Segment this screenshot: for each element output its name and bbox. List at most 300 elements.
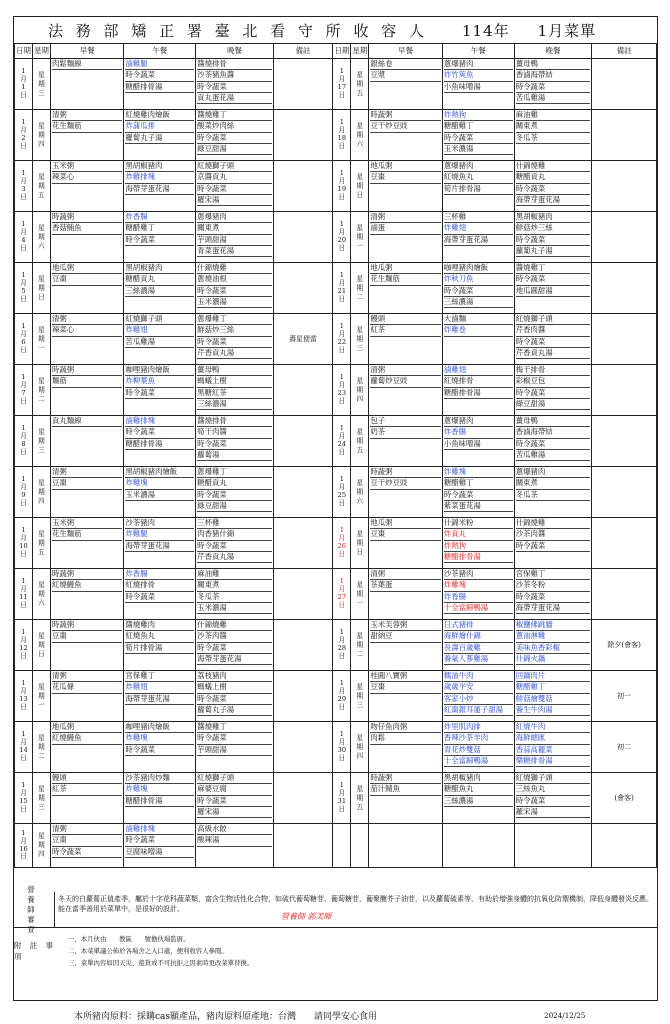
breakfast-cell bbox=[369, 263, 443, 314]
remark-cell bbox=[592, 467, 657, 518]
menu-item: 咖哩豬肉燴飯 bbox=[125, 722, 194, 733]
lunch-cell bbox=[124, 416, 196, 467]
menu-item: 芹香貢丸湯 bbox=[197, 552, 272, 563]
weekday-cell bbox=[351, 263, 369, 314]
menu-item: 黑胡椒豬肉 bbox=[444, 773, 513, 784]
menu-item: 海帶芽蛋花湯 bbox=[125, 694, 194, 705]
menu-item bbox=[52, 427, 122, 437]
menu-item: 羅宋湯 bbox=[516, 807, 591, 818]
dinner-cell bbox=[196, 110, 274, 161]
weekday-cell bbox=[32, 722, 50, 773]
menu-item: 豆棗 bbox=[370, 529, 441, 540]
table-row bbox=[15, 59, 657, 110]
lunch-cell bbox=[124, 671, 196, 722]
menu-item bbox=[52, 235, 122, 245]
menu-item: 酸辣湯 bbox=[197, 835, 272, 846]
menu-item: 醬燒雞丁 bbox=[197, 722, 272, 733]
weekday-cell bbox=[32, 314, 50, 365]
date-cell bbox=[15, 110, 33, 161]
menu-item: 糖醋貢丸 bbox=[125, 274, 194, 285]
empty-cell bbox=[592, 824, 657, 868]
menu-item: 清粥 bbox=[52, 467, 122, 478]
menu-item: 時令蔬菜 bbox=[516, 337, 591, 348]
date-cell bbox=[15, 416, 33, 467]
date-cell bbox=[15, 671, 33, 722]
remark-cell bbox=[273, 620, 333, 671]
menu-item: 玉米濃湯 bbox=[197, 297, 272, 308]
weekday-text: 星期三 bbox=[38, 70, 45, 97]
lunch-cell bbox=[124, 212, 196, 263]
menu-item: 冬瓜茶 bbox=[197, 592, 272, 603]
weekday-cell bbox=[32, 671, 50, 722]
breakfast-cell bbox=[369, 518, 443, 569]
menu-item bbox=[52, 438, 122, 448]
weekday-text: 星期三 bbox=[356, 325, 364, 352]
menu-item: 炸雞塊 bbox=[125, 478, 194, 489]
menu-item: 十全當歸鴨湯 bbox=[444, 756, 513, 767]
menu-item: 地瓜粥 bbox=[52, 722, 122, 733]
menu-item: 清粥 bbox=[52, 110, 122, 121]
menu-item: 酸菜炒肉絲 bbox=[197, 121, 272, 132]
weekday-cell bbox=[351, 314, 369, 365]
menu-item: 時令蔬菜 bbox=[516, 274, 591, 285]
breakfast-cell bbox=[50, 59, 123, 110]
date-cell bbox=[15, 365, 33, 416]
weekday-cell bbox=[32, 110, 50, 161]
menu-item: 香菇鮪魚 bbox=[52, 223, 122, 234]
table-row bbox=[15, 671, 657, 722]
menu-item: 蘿蔔湯 bbox=[197, 450, 272, 461]
menu-item: 炸雞塊 bbox=[444, 580, 513, 591]
date-text: 1月5日 bbox=[20, 271, 27, 303]
date-text: 1月27日 bbox=[337, 577, 347, 609]
menu-item: 彩椒豆包 bbox=[516, 376, 591, 387]
menu-item bbox=[370, 235, 441, 245]
menu-item: 十全當歸鴨湯 bbox=[444, 603, 513, 614]
menu-item: 醬燒雞丁 bbox=[197, 110, 272, 121]
menu-item: 蔥爆豬肉 bbox=[444, 59, 513, 70]
weekday-cell bbox=[32, 620, 50, 671]
date-text: 1月18日 bbox=[337, 118, 347, 150]
menu-item bbox=[370, 694, 441, 704]
menu-item: 鮮菇炒三絲 bbox=[197, 325, 272, 336]
menu-item: 時令蔬菜 bbox=[516, 592, 591, 603]
remark-cell bbox=[273, 467, 333, 518]
lunch-cell bbox=[124, 773, 196, 824]
menu-item: 肉香豬什錦 bbox=[197, 529, 272, 540]
menu-item: 紅燒鰻魚 bbox=[52, 733, 122, 744]
menu-item: 海帶芽蛋花湯 bbox=[125, 184, 194, 195]
date-text: 1月2日 bbox=[20, 118, 27, 150]
title-bar bbox=[14, 17, 657, 44]
lunch-cell bbox=[124, 620, 196, 671]
menu-item: 時令蔬菜 bbox=[197, 439, 272, 450]
menu-item bbox=[52, 694, 122, 704]
menu-item: 黑胡椒豬肉燴飯 bbox=[125, 467, 194, 478]
menu-item bbox=[52, 796, 122, 806]
menu-item: 咖哩豬肉燴飯 bbox=[125, 365, 194, 376]
menu-item: 蔥爆雞丁 bbox=[197, 467, 272, 478]
lunch-cell bbox=[124, 569, 196, 620]
menu-item: 時令蔬菜 bbox=[516, 388, 591, 399]
menu-item bbox=[370, 643, 441, 653]
menu-item: 時蔬粥 bbox=[52, 620, 122, 631]
header-remark: 備註 bbox=[273, 44, 333, 59]
dinner-cell bbox=[514, 59, 592, 110]
table-row bbox=[15, 161, 657, 212]
menu-item: 沙茶豬肉 bbox=[444, 569, 513, 580]
breakfast-cell bbox=[50, 416, 123, 467]
menu-item: 時令蔬菜 bbox=[516, 439, 591, 450]
date-text: 1月7日 bbox=[20, 373, 27, 405]
menu-item: 羅蔔丸子湯 bbox=[125, 133, 194, 144]
menu-item: 什錦米粉 bbox=[444, 518, 513, 529]
menu-item: 宮保雞丁 bbox=[516, 569, 591, 580]
dinner-cell bbox=[196, 518, 274, 569]
menu-item: 銀絲卷 bbox=[370, 59, 441, 70]
menu-item bbox=[444, 337, 513, 347]
remark-cell bbox=[273, 416, 333, 467]
menu-item: 炸柳葉魚 bbox=[125, 376, 194, 387]
issue-date: 2024/12/25 bbox=[544, 1011, 586, 1020]
menu-item: 筍干肉醬 bbox=[197, 427, 272, 438]
menu-item: 黑胡椒豬肉 bbox=[125, 161, 194, 172]
menu-item: 關東煮 bbox=[516, 121, 591, 132]
menu-table bbox=[14, 43, 657, 868]
menu-item: 時令蔬菜 bbox=[52, 847, 122, 858]
remark-cell bbox=[592, 212, 657, 263]
menu-item bbox=[52, 337, 122, 347]
menu-item: 時令蔬菜 bbox=[197, 184, 272, 195]
dinner-cell bbox=[514, 773, 592, 824]
menu-item: 什錦燒雞 bbox=[197, 263, 272, 274]
weekday-text: 星期四 bbox=[356, 733, 364, 760]
menu-item: 芹香肉醬 bbox=[516, 325, 591, 336]
dinner-cell bbox=[514, 161, 592, 212]
lunch-cell bbox=[442, 416, 514, 467]
header-weekday: 星期 bbox=[32, 44, 50, 59]
weekday-text: 星期五 bbox=[38, 529, 45, 556]
menu-item: 清粥 bbox=[52, 314, 122, 325]
menu-item: 炸雞腿 bbox=[125, 529, 194, 540]
menu-item: 沙茶肉醬 bbox=[197, 631, 272, 642]
remark-cell: (會客) bbox=[592, 773, 657, 824]
menu-item: 清粥 bbox=[370, 569, 441, 580]
weekday-text: 星期四 bbox=[38, 832, 45, 859]
menu-item: 大滷麵 bbox=[444, 314, 513, 325]
weekday-text: 星期日 bbox=[356, 172, 364, 199]
menu-item: 炸里肌肉排 bbox=[444, 722, 513, 733]
menu-item: 樂糖排骨湯 bbox=[516, 756, 591, 767]
menu-item: 辣菜心 bbox=[52, 325, 122, 336]
menu-item: 三絲濃湯 bbox=[197, 399, 272, 410]
menu-item: 小魚味噌湯 bbox=[444, 82, 513, 93]
remark-cell bbox=[592, 59, 657, 110]
menu-item: 時令蔬菜 bbox=[197, 490, 272, 501]
lunch-cell bbox=[124, 824, 196, 868]
menu-item: 醬燒排骨 bbox=[197, 59, 272, 70]
nutritionist-signature: 營養師 郭美暉 bbox=[281, 912, 332, 921]
date-text: 1月8日 bbox=[20, 424, 27, 456]
date-cell bbox=[333, 212, 351, 263]
menu-item: 時蔬粥 bbox=[370, 467, 441, 478]
weekday-cell bbox=[351, 773, 369, 824]
dinner-cell bbox=[196, 314, 274, 365]
weekday-cell bbox=[351, 110, 369, 161]
remark-cell bbox=[273, 212, 333, 263]
menu-item: 三絲濃湯 bbox=[444, 796, 513, 807]
menu-item: 紅燒獅子頭 bbox=[516, 773, 591, 784]
menu-item: 紅茶 bbox=[52, 784, 122, 795]
menu-item: 紅燒牛肉 bbox=[516, 722, 591, 733]
dinner-cell bbox=[196, 722, 274, 773]
menu-item: 椒鹽佛跳牆 bbox=[516, 620, 591, 631]
menu-item: 炸蒲瓜排 bbox=[125, 121, 194, 132]
menu-item: 肉鬆 bbox=[370, 733, 441, 744]
menu-item: 蔥油淋雞 bbox=[516, 631, 591, 642]
menu-item: 炸香腸 bbox=[125, 569, 194, 580]
menu-page bbox=[13, 16, 658, 1022]
breakfast-cell bbox=[50, 518, 123, 569]
header-lunch: 午餐 bbox=[442, 44, 514, 59]
menu-item: 時令蔬菜 bbox=[197, 733, 272, 744]
menu-item: 時蔬粥 bbox=[52, 569, 122, 580]
menu-item: 貢丸蛋花湯 bbox=[197, 93, 272, 104]
lunch-cell bbox=[442, 59, 514, 110]
date-text: 1月9日 bbox=[20, 475, 27, 507]
menu-item: 炸熱狗 bbox=[444, 110, 513, 121]
weekday-cell bbox=[32, 824, 50, 868]
menu-item: 螞蟻上樹 bbox=[197, 376, 272, 387]
menu-item: 醬燒雞肉 bbox=[125, 620, 194, 631]
date-cell bbox=[15, 467, 33, 518]
dinner-cell bbox=[514, 722, 592, 773]
menu-item: 客家小炒 bbox=[444, 694, 513, 705]
note-item: 一、本月伙由 教區 號擔伙場監廚。 bbox=[68, 935, 190, 943]
breakfast-cell bbox=[50, 161, 123, 212]
menu-item: 豆漿 bbox=[370, 70, 441, 81]
menu-item: 滷雞腿 bbox=[125, 59, 194, 70]
menu-item: 紅燒獅子頭 bbox=[197, 161, 272, 172]
menu-item: 紅茶 bbox=[370, 325, 441, 336]
menu-item: 茄汁鯖魚 bbox=[370, 784, 441, 795]
breakfast-cell bbox=[369, 416, 443, 467]
menu-item: 豆棗 bbox=[52, 274, 122, 285]
menu-item: 清粥 bbox=[370, 365, 441, 376]
menu-item: 美味魚香彩椒 bbox=[516, 643, 591, 654]
header-date: 日期 bbox=[333, 44, 351, 59]
menu-item: 玉米粥 bbox=[52, 161, 122, 172]
menu-item bbox=[370, 745, 441, 755]
menu-item: 甜納豆 bbox=[370, 631, 441, 642]
date-text: 1月30日 bbox=[337, 730, 347, 762]
breakfast-cell bbox=[369, 314, 443, 365]
menu-item bbox=[370, 592, 441, 602]
weekday-cell bbox=[32, 416, 50, 467]
breakfast-cell bbox=[50, 314, 123, 365]
dinner-cell bbox=[514, 110, 592, 161]
remark-cell bbox=[273, 59, 333, 110]
menu-item: 咖哩豬肉燴飯 bbox=[444, 263, 513, 274]
remark-cell bbox=[592, 569, 657, 620]
menu-item: 蘿蔔炒豆豉 bbox=[370, 376, 441, 387]
lunch-cell bbox=[124, 110, 196, 161]
weekday-cell bbox=[351, 59, 369, 110]
weekday-cell bbox=[351, 365, 369, 416]
table-row bbox=[15, 518, 657, 569]
weekday-cell bbox=[351, 671, 369, 722]
menu-item bbox=[370, 286, 441, 296]
menu-item: 玉米濃湯 bbox=[197, 603, 272, 614]
menu-item: 時令蔬菜 bbox=[125, 835, 194, 846]
menu-item: 地瓜粥 bbox=[370, 263, 441, 274]
menu-item: 清粥 bbox=[52, 824, 122, 835]
breakfast-cell bbox=[369, 161, 443, 212]
date-cell bbox=[333, 722, 351, 773]
menu-item: 時令蔬菜 bbox=[516, 82, 591, 93]
menu-item: 綠豆甜湯 bbox=[197, 144, 272, 155]
dinner-cell bbox=[196, 59, 274, 110]
menu-item: 醬燒雞丁 bbox=[516, 263, 591, 274]
menu-item bbox=[52, 81, 122, 91]
menu-item: 時令蔬菜 bbox=[125, 235, 194, 246]
menu-item: 蔥爆豬肉 bbox=[444, 161, 513, 172]
weekday-text: 星期一 bbox=[356, 223, 364, 250]
date-text: 1月25日 bbox=[337, 475, 347, 507]
menu-item: 香辣沙茶羊肉 bbox=[444, 733, 513, 744]
menu-item: 時令蔬菜 bbox=[197, 541, 272, 552]
dinner-cell bbox=[196, 671, 274, 722]
date-text: 1月11日 bbox=[19, 577, 28, 609]
menu-item: 炸雞排塊 bbox=[125, 172, 194, 183]
empty-cell bbox=[442, 824, 514, 868]
menu-item: 時令蔬菜 bbox=[197, 286, 272, 297]
breakfast-cell bbox=[50, 365, 123, 416]
menu-item: 苦瓜雞湯 bbox=[516, 93, 591, 104]
remark-cell bbox=[592, 263, 657, 314]
menu-item: 綠豆甜湯 bbox=[197, 501, 272, 512]
menu-item: 貢丸麵線 bbox=[52, 416, 122, 427]
header-breakfast: 早餐 bbox=[369, 44, 443, 59]
dinner-cell bbox=[514, 671, 592, 722]
date-cell bbox=[333, 416, 351, 467]
dinner-cell bbox=[196, 569, 274, 620]
lunch-cell bbox=[442, 263, 514, 314]
table-row bbox=[15, 314, 657, 365]
date-text: 1月31日 bbox=[337, 781, 347, 813]
date-cell bbox=[15, 59, 33, 110]
menu-item: 長壽百歲雞 bbox=[444, 643, 513, 654]
date-text: 1月1日 bbox=[20, 67, 27, 99]
menu-item: 豆干炒豆豉 bbox=[370, 478, 441, 489]
menu-item: 薑母鴨 bbox=[516, 416, 591, 427]
lunch-cell bbox=[442, 773, 514, 824]
date-cell bbox=[333, 110, 351, 161]
lunch-cell bbox=[442, 365, 514, 416]
menu-item: 時令蔬菜 bbox=[125, 745, 194, 756]
menu-item: 炸雞塊 bbox=[125, 784, 194, 795]
date-cell bbox=[15, 263, 33, 314]
menu-item: 京醬貢丸 bbox=[197, 172, 272, 183]
date-cell bbox=[333, 773, 351, 824]
review-text: 冬天的白蘿蔔正值產季，屬於十字花科蔬菜類，富含生物活性化合物，如硫代葡萄糖苷、葡萄糖苷，葡聚醣芥子油苷，以及蘿蔔硫素等，有助於增強身體的抗氧化防禦機制，降低身體發炎反應。能在當季善用於菜單中，是很好的設計。 bbox=[58, 895, 653, 913]
menu-item: 綠豆甜湯 bbox=[516, 399, 591, 410]
table-row bbox=[15, 416, 657, 467]
date-text: 1月16日 bbox=[19, 829, 28, 861]
menu-item bbox=[197, 756, 272, 766]
menu-item: 玉米濃湯 bbox=[444, 144, 513, 155]
lunch-cell bbox=[442, 467, 514, 518]
menu-item: 地瓜粥 bbox=[370, 518, 441, 529]
menu-item: 滷雞排塊 bbox=[125, 824, 194, 835]
menu-item: 時令蔬菜 bbox=[197, 82, 272, 93]
menu-item: 麵筋 bbox=[52, 376, 122, 387]
weekday-text: 星期六 bbox=[356, 121, 364, 148]
menu-item: 黑胡椒豬肉 bbox=[516, 212, 591, 223]
note-item: 二、本菜單議公佈於各場舍之入口處，便利收容人參閱。 bbox=[68, 947, 228, 955]
weekday-text: 星期四 bbox=[38, 121, 45, 148]
menu-item: 炸貢丸 bbox=[444, 529, 513, 540]
menu-item: 三絲魚丸 bbox=[516, 784, 591, 795]
menu-item: 鮮菇炒三絲 bbox=[516, 223, 591, 234]
dinner-cell bbox=[196, 212, 274, 263]
menu-item: 香滷海帶結 bbox=[516, 70, 591, 81]
breakfast-cell bbox=[50, 824, 123, 868]
remark-cell: 初二 bbox=[592, 722, 657, 773]
menu-item: 時令蔬菜 bbox=[516, 235, 591, 246]
menu-item: 糯油牛肉 bbox=[444, 671, 513, 682]
note-item: 三、菜單內容如因天災、遊貨或不可抗拒之因素時更改菜單替換。 bbox=[68, 959, 254, 967]
menu-item: 三絲濃湯 bbox=[125, 286, 194, 297]
weekday-cell bbox=[32, 518, 50, 569]
dinner-cell bbox=[196, 263, 274, 314]
breakfast-cell bbox=[369, 59, 443, 110]
date-cell bbox=[333, 59, 351, 110]
weekday-cell bbox=[32, 263, 50, 314]
weekday-cell bbox=[351, 212, 369, 263]
menu-item: 炸秋刀魚 bbox=[444, 274, 513, 285]
menu-item: 時令蔬菜 bbox=[125, 592, 194, 603]
remark-cell: 初一 bbox=[592, 671, 657, 722]
menu-item: 時蔬粥 bbox=[370, 773, 441, 784]
dinner-cell bbox=[196, 365, 274, 416]
lunch-cell bbox=[124, 314, 196, 365]
weekday-cell bbox=[32, 569, 50, 620]
menu-item: 花瓜條 bbox=[52, 682, 122, 693]
menu-item: 麻油雞 bbox=[197, 569, 272, 580]
menu-item: 養生牛肉湯 bbox=[516, 705, 591, 716]
date-cell bbox=[15, 773, 33, 824]
menu-item: 紅燒獅子頭 bbox=[197, 773, 272, 784]
lunch-cell bbox=[442, 671, 514, 722]
menu-item: 玉米芙蓉粥 bbox=[370, 620, 441, 631]
menu-item: 筍片排骨湯 bbox=[125, 643, 194, 654]
menu-item: 糖醋排骨湯 bbox=[444, 552, 513, 563]
menu-item: 時令蔬菜 bbox=[197, 337, 272, 348]
menu-item: 黑胡椒豬肉 bbox=[125, 263, 194, 274]
table-row bbox=[15, 365, 657, 416]
menu-item: 炸熱狗 bbox=[444, 541, 513, 552]
review-label-text: 營養師審查 bbox=[27, 884, 41, 934]
remark-cell bbox=[273, 263, 333, 314]
menu-item: 茶葉蛋 bbox=[370, 580, 441, 591]
menu-item: 豆棗 bbox=[52, 835, 122, 846]
weekday-text: 星期六 bbox=[38, 223, 45, 250]
header-weekday: 星期 bbox=[351, 44, 369, 59]
menu-item: 海帶芽蛋花湯 bbox=[516, 603, 591, 614]
date-text: 1月23日 bbox=[337, 373, 347, 405]
date-cell bbox=[15, 824, 33, 868]
